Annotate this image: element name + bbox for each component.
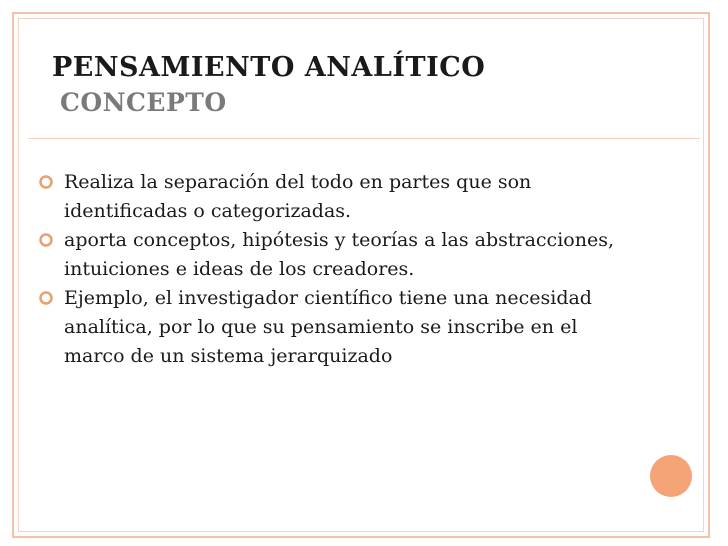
bullet-text-1: Realiza la separación del todo en partes que son identificadas o categorizadas. [64, 171, 532, 222]
bullet-list [38, 168, 638, 371]
bullet-item-1 [38, 168, 638, 226]
hollow-circle-bullet-icon [38, 174, 54, 190]
decorative-orange-circle [650, 455, 692, 497]
bullet-item-2 [38, 226, 638, 284]
bullet-text-3: Ejemplo, el investigador científico tiene una necesidad analítica, por lo que su pensamiento se inscribe en el marco de un sistema jerarquizado [64, 287, 592, 367]
slide-subtitle: CONCEPTO [60, 88, 227, 117]
slide-title: PENSAMIENTO ANALÍTICO [52, 52, 486, 83]
bullet-text-2: aporta conceptos, hipótesis y teorías a las abstracciones, intuiciones e ideas de los creadores. [64, 229, 614, 280]
title-divider [28, 138, 700, 139]
hollow-circle-bullet-icon [38, 290, 54, 306]
bullet-item-3 [38, 284, 638, 371]
hollow-circle-bullet-icon [38, 232, 54, 248]
